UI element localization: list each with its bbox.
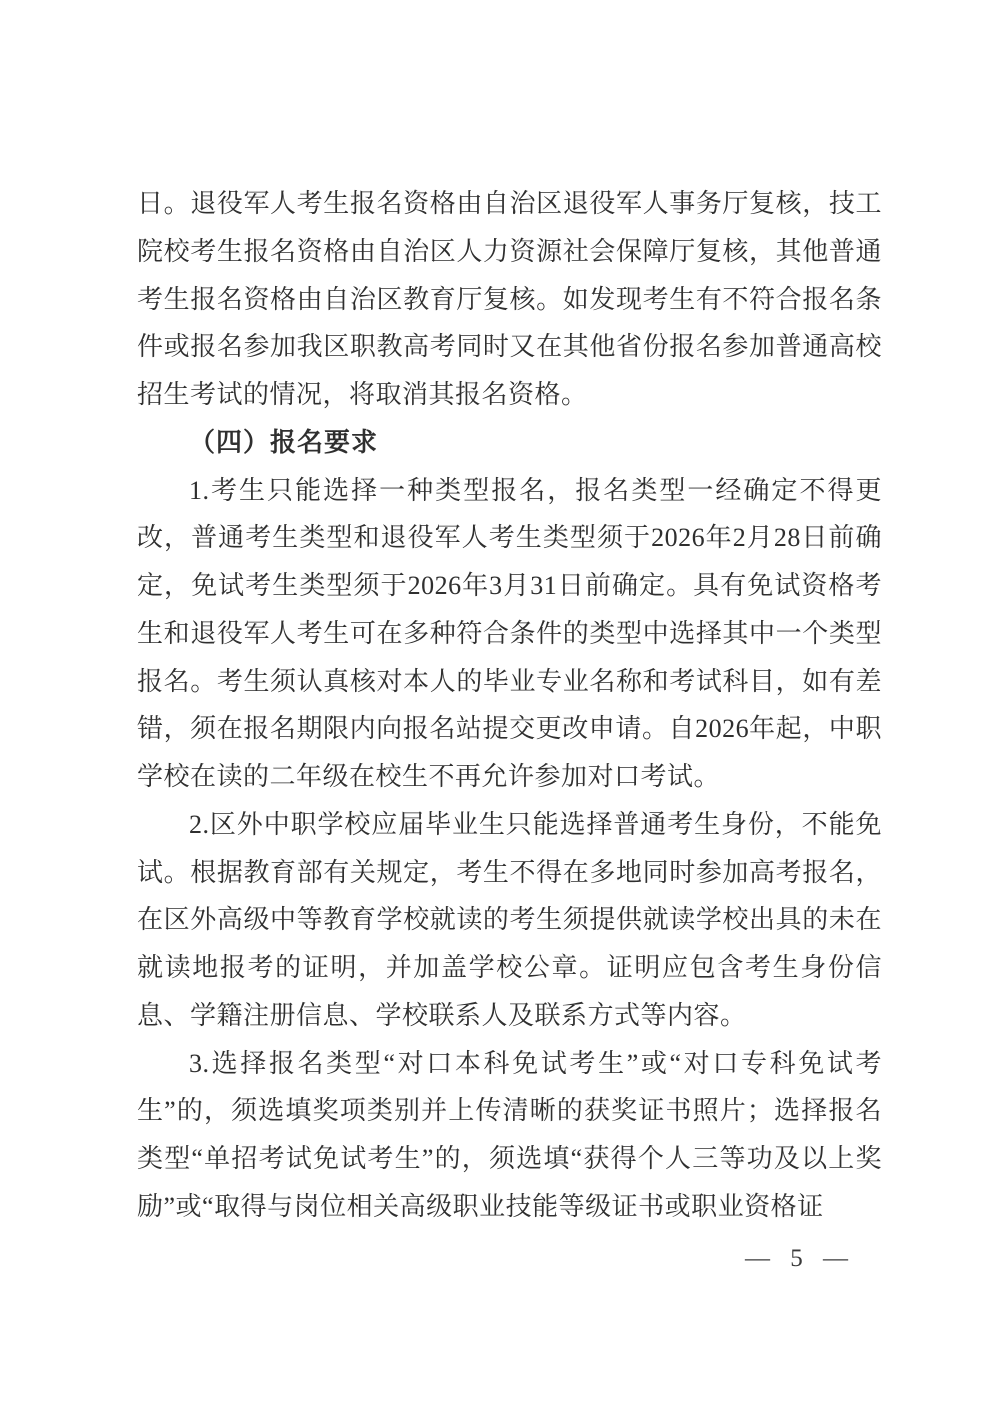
- paragraph-item-3: 3.选择报名类型“对口本科免试考生”或“对口专科免试考生”的，须选填奖项类别并上传清晰的获奖证书照片；选择报名类型“单招考试免试考生”的，须选填“获得个人三等功及以上奖励”或“取得与岗位相关高级职业技能等级证书或职业资格证: [137, 1048, 882, 1221]
- paragraph-continuation: 日。退役军人考生报名资格由自治区退役军人事务厅复核，技工院校考生报名资格由自治区人力资源社会保障厅复核，其他普通考生报名资格由自治区教育厅复核。如发现考生有不符合报名条件或报名参加我区职教高考同时又在其他省份报名参加普通高校招生考试的情况，将取消其报名资格。: [137, 189, 882, 409]
- section-heading: （四）报名要求: [189, 427, 379, 457]
- paragraph-item-1: 1.考生只能选择一种类型报名，报名类型一经确定不得更改，普通考生类型和退役军人考生类型须于2026年2月28日前确定，免试考生类型须于2026年3月31日前确定。具有免试资格考生和退役军人考生可在多种符合条件的类型中选择其中一个类型报名。考生须认真核对本人的毕业专业名称和考试科目，如有差错，须在报名期限内向报名站提交更改申请。自2026年起，中职学校在读的二年级在校生不再允许参加对口考试。: [137, 475, 882, 791]
- document-text-block: [137, 180, 882, 1231]
- page-number: — 5 —: [745, 1245, 850, 1272]
- paragraph-item-2: 2.区外中职学校应届毕业生只能选择普通考生身份，不能免试。根据教育部有关规定，考生不得在多地同时参加高考报名，在区外高级中等教育学校就读的考生须提供就读学校出具的未在就读地报考的证明，并加盖学校公章。证明应包含考生身份信息、学籍注册信息、学校联系人及联系方式等内容。: [137, 809, 882, 1030]
